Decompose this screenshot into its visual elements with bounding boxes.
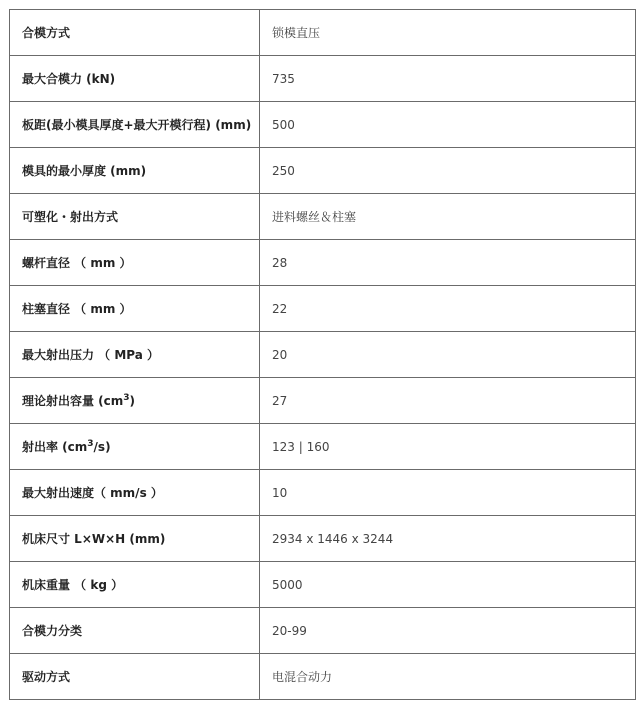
- table-row: [10, 332, 636, 378]
- spec-label: 合模方式: [10, 10, 260, 56]
- table-row: [10, 56, 636, 102]
- spec-value: 123 | 160: [260, 424, 636, 470]
- table-row: [10, 148, 636, 194]
- spec-label: [10, 378, 260, 424]
- spec-value: 电混合动力: [260, 654, 636, 700]
- spec-table: [9, 9, 636, 700]
- spec-label: 可塑化・射出方式: [10, 194, 260, 240]
- table-row: [10, 102, 636, 148]
- spec-label-text: 理论射出容量 (cm: [22, 393, 124, 408]
- spec-value: 250: [260, 148, 636, 194]
- table-row: [10, 516, 636, 562]
- table-row: [10, 608, 636, 654]
- spec-label: 最大合模力 (kN): [10, 56, 260, 102]
- spec-label: 柱塞直径 （ mm ）: [10, 286, 260, 332]
- spec-label: 螺杆直径 （ mm ）: [10, 240, 260, 286]
- table-row: [10, 470, 636, 516]
- spec-label: 驱动方式: [10, 654, 260, 700]
- spec-value: 735: [260, 56, 636, 102]
- spec-value: 2934 x 1446 x 3244: [260, 516, 636, 562]
- table-row: [10, 562, 636, 608]
- table-row: [10, 286, 636, 332]
- spec-value: 进料螺丝＆柱塞: [260, 194, 636, 240]
- spec-value: 28: [260, 240, 636, 286]
- spec-label: 最大射出压力 （ MPa ）: [10, 332, 260, 378]
- table-row: [10, 10, 636, 56]
- spec-label-suffix: /s): [93, 439, 111, 454]
- spec-value: 27: [260, 378, 636, 424]
- spec-label: 模具的最小厚度 (mm): [10, 148, 260, 194]
- spec-label: 合模力分类: [10, 608, 260, 654]
- spec-label: 机床重量 （ kg ）: [10, 562, 260, 608]
- table-row: [10, 194, 636, 240]
- spec-value: 20-99: [260, 608, 636, 654]
- superscript-3: 3: [123, 392, 130, 403]
- spec-value: 500: [260, 102, 636, 148]
- table-row: [10, 378, 636, 424]
- spec-label: 板距(最小模具厚度+最大开模行程) (mm): [10, 102, 260, 148]
- superscript-3: 3: [87, 438, 94, 449]
- spec-value: 5000: [260, 562, 636, 608]
- spec-value: 10: [260, 470, 636, 516]
- spec-value: 锁模直压: [260, 10, 636, 56]
- spec-value: 20: [260, 332, 636, 378]
- spec-label: [10, 424, 260, 470]
- table-row: [10, 240, 636, 286]
- spec-label-text: 射出率 (cm: [22, 439, 88, 454]
- table-row: [10, 424, 636, 470]
- spec-label: 最大射出速度（ mm/s ）: [10, 470, 260, 516]
- table-row: [10, 654, 636, 700]
- spec-label: 机床尺寸 L×W×H (mm): [10, 516, 260, 562]
- spec-value: 22: [260, 286, 636, 332]
- spec-label-suffix: ): [129, 393, 136, 408]
